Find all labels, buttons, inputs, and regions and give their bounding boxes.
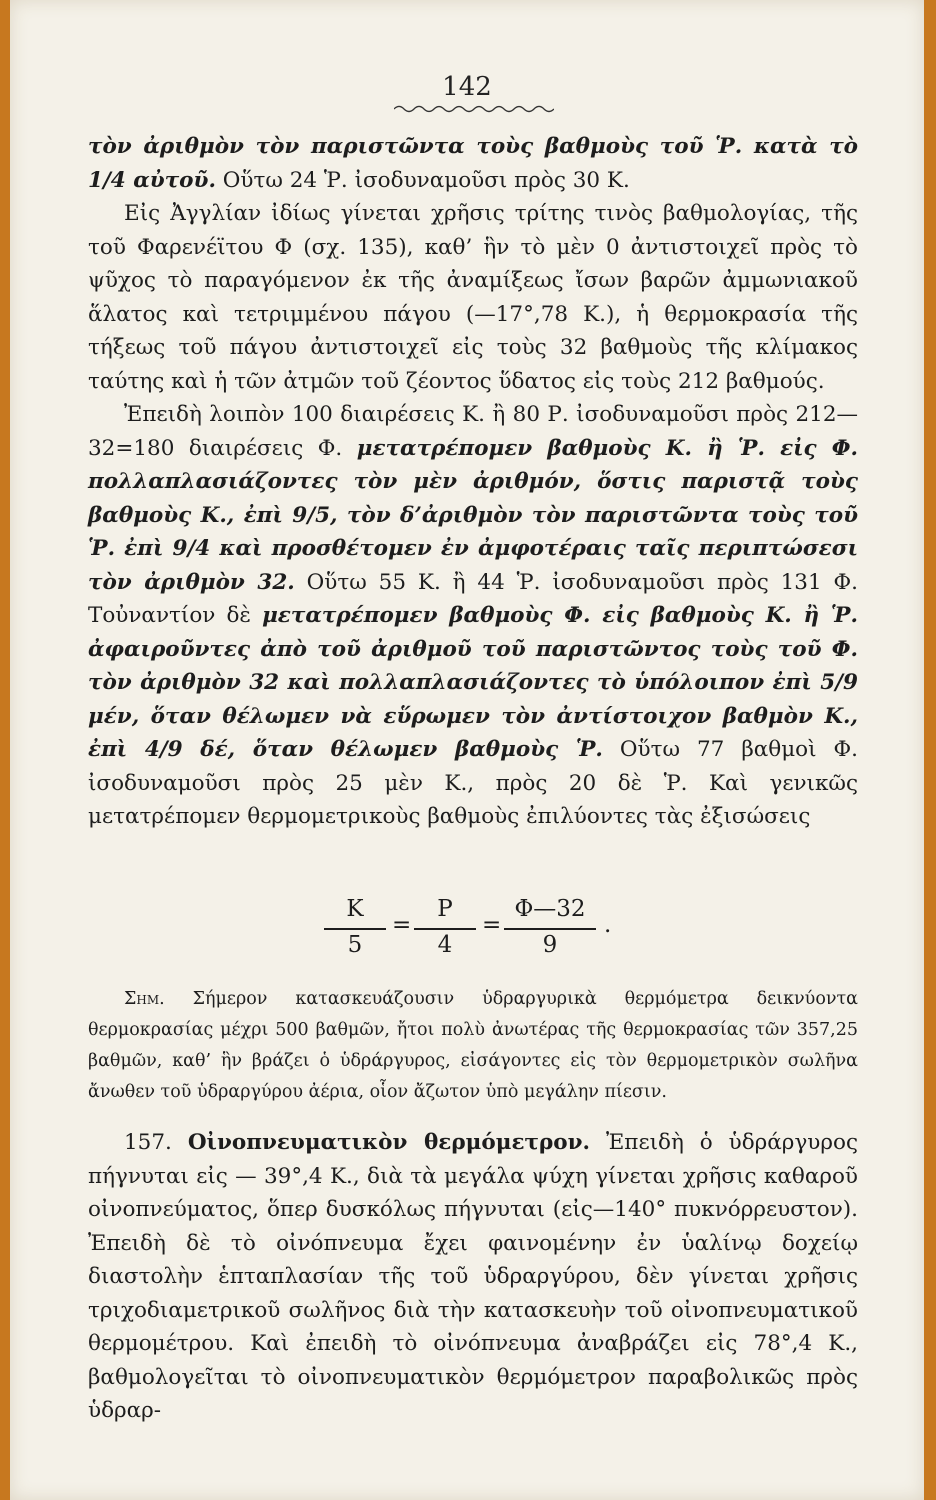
equals-sign: =	[392, 912, 412, 938]
wavy-ornament-icon	[394, 104, 554, 114]
fraction-f	[500, 896, 600, 962]
page-number: 142	[442, 72, 492, 102]
fraction-bar	[324, 928, 386, 930]
section-number: 157.	[124, 1130, 172, 1155]
paragraph-3	[88, 398, 858, 834]
section-text: Ἐπειδὴ ὁ ὑδράργυρος πήγνυται εἰς — 39°,4 Κ., διὰ τὰ μεγάλα ψύχη γίνεται χρῆσις καθαροῦ οἰνοπνεύματος, ὅπερ δυσκόλως πήγνυται (εἰς—140° πυκνόρρευστον). Ἐπειδὴ δὲ τὸ οἰνόπνευμα ἔχει φαινομένην ἐν ὑαλίνῳ δοχείῳ διαστολὴν ἑπταπλασίαν τῆς τοῦ ὑδραργύρου, δὲν γίνεται χρῆσις τριχοδιαμετρικοῦ σωλῆνος διὰ τὴν κατασκευὴν τοῦ οἰνοπνευματικοῦ θερμομέτρου. Καὶ ἐπειδὴ τὸ οἰνόπνευμα ἀναβράζει εἰς 78°,4 Κ., βαθμολογεῖται τὸ οἰνοπνευματικὸν θερμόμετρον παραβολικῶς πρὸς ὑδραρ-	[88, 1130, 858, 1423]
paragraph-3-d: μετατρέπομεν βαθμοὺς Φ. εἰς βαθμοὺς Κ. ἢ Ῥ. ἀφαιροῦντες ἀπὸ τοῦ ἀριθμοῦ τοῦ παριστῶντος τοὺς τοῦ Φ. τὸν ἀριθμὸν 32 καὶ πολλαπλασιάζοντες τὸ ὑπόλοιπον ἐπὶ 5/9 μέν, ὅταν θέλωμεν νὰ εὕρωμεν τὸν ἀντίστοιχον βαθμὸν Κ., ἐπὶ 4/9 δέ, ὅταν θέλωμεν βαθμοὺς Ῥ.	[88, 603, 858, 762]
fraction-r	[410, 896, 480, 962]
fraction-r-denominator: 4	[437, 932, 453, 958]
footnote	[88, 984, 858, 1108]
fraction-r-numerator: Ρ	[437, 896, 453, 922]
fraction-bar	[414, 928, 476, 930]
fraction-k-denominator: 5	[347, 932, 363, 958]
fraction-bar	[504, 928, 596, 930]
paragraph-3-a: Ἐπειδὴ λοιπὸν 100 διαιρέσεις Κ. ἢ 80 Ρ. ἰσοδυναμοῦσι πρὸς 212—32=180 διαιρέσεις Φ.	[88, 402, 858, 461]
formula-period: .	[604, 912, 612, 938]
equals-sign: =	[482, 912, 502, 938]
paragraph-3-b: μετατρέπομεν βαθμοὺς Κ. ἢ Ῥ. εἰς Φ. πολλαπλασιάζοντες τὸν μὲν ἀριθμόν, ὅστις παριστᾷ τοὺς βαθμοὺς Κ., ἐπὶ 9/5, τὸν δ’ἀριθμὸν τὸν παριστῶντα τοὺς τοῦ Ῥ. ἐπὶ 9/4 καὶ προσθέτομεν ἐν ἀμφοτέραις ταῖς περιπτώσεσι τὸν ἀριθμὸν 32.	[88, 435, 859, 595]
section-heading: Οἰνοπνευματικὸν θερμόμετρον.	[187, 1130, 591, 1155]
paragraph-2: Εἰς Ἀγγλίαν ἰδίως γίνεται χρῆσις τρίτης τινὸς βαθμολογίας, τῆς τοῦ Φαρενέϊτου Φ (σχ. 135), καθ’ ἣν τὸ μὲν 0 ἀντιστοιχεῖ πρὸς τὸ ψῦχος τὸ παραγόμενον ἐκ τῆς ἀναμίξεως ἴσων βαρῶν ἀμμωνιακοῦ ἅλατος καὶ τετριμμένου πάγου (—17°,78 Κ.), ἡ θερμοκρασία τῆς τήξεως τοῦ πάγου ἀντιστοιχεῖ εἰς τοὺς 32 βαθμοὺς τῆς κλίμακος ταύτης καὶ ἡ τῶν ἀτμῶν τοῦ ζέοντος ὕδατος εἰς τοὺς 212 βαθμούς.	[88, 201, 858, 394]
paragraph-1-rest: Οὕτω 24 Ῥ. ἰσοδυναμοῦσι πρὸς 30 Κ.	[215, 167, 630, 193]
book-page	[10, 0, 924, 1500]
paragraph-3-e: Οὕτω 77 βαθμοὶ Φ. ἰσοδυναμοῦσι πρὸς 25 μὲν Κ., πρὸς 20 δὲ Ῥ. Καὶ γενικῶς μετατρέπομεν θερμομετρικοὺς βαθμοὺς ἐπιλύοντες τὰς ἐξισώσεις	[88, 737, 858, 829]
section-157	[88, 1126, 858, 1428]
fraction-f-numerator: Φ—32	[514, 896, 586, 922]
note-label: Σημ.	[124, 989, 165, 1009]
page-body-top	[88, 130, 858, 834]
fraction-k-numerator: Κ	[346, 896, 364, 922]
paragraph-1	[88, 130, 858, 197]
fraction-k	[320, 896, 390, 962]
note-text: Σήμερον κατασκευάζουσιν ὑδραργυρικὰ θερμόμετρα δεικνύοντα θερμοκρασίας μέχρι 500 βαθμῶν, ἤτοι πολὺ ἀνωτέρας τῆς θερμοκρασίας τῶν 357,25 βαθμῶν, καθ’ ἣν βράζει ὁ ὑδράργυρος, εἰσάγοντες εἰς τὸν θερμομετρικὸν σωλῆνα ἄνωθεν τοῦ ὑδραργύρου ἀέρια, οἷον ἄζωτον ὑπὸ μεγάλην πίεσιν.	[88, 989, 858, 1102]
paragraph-3-c: Οὕτω 55 Κ. ἢ 44 Ῥ. ἰσοδυναμοῦσι πρὸς 131 Φ. Τοὐναντίον δὲ	[88, 569, 859, 628]
conversion-formula	[310, 896, 630, 964]
fraction-f-denominator: 9	[542, 932, 558, 958]
paragraph-1-italic: τὸν ἀριθμὸν τὸν παριστῶντα τοὺς βαθμοὺς τοῦ Ῥ. κατὰ τὸ 1/4 αὐτοῦ.	[88, 134, 858, 193]
